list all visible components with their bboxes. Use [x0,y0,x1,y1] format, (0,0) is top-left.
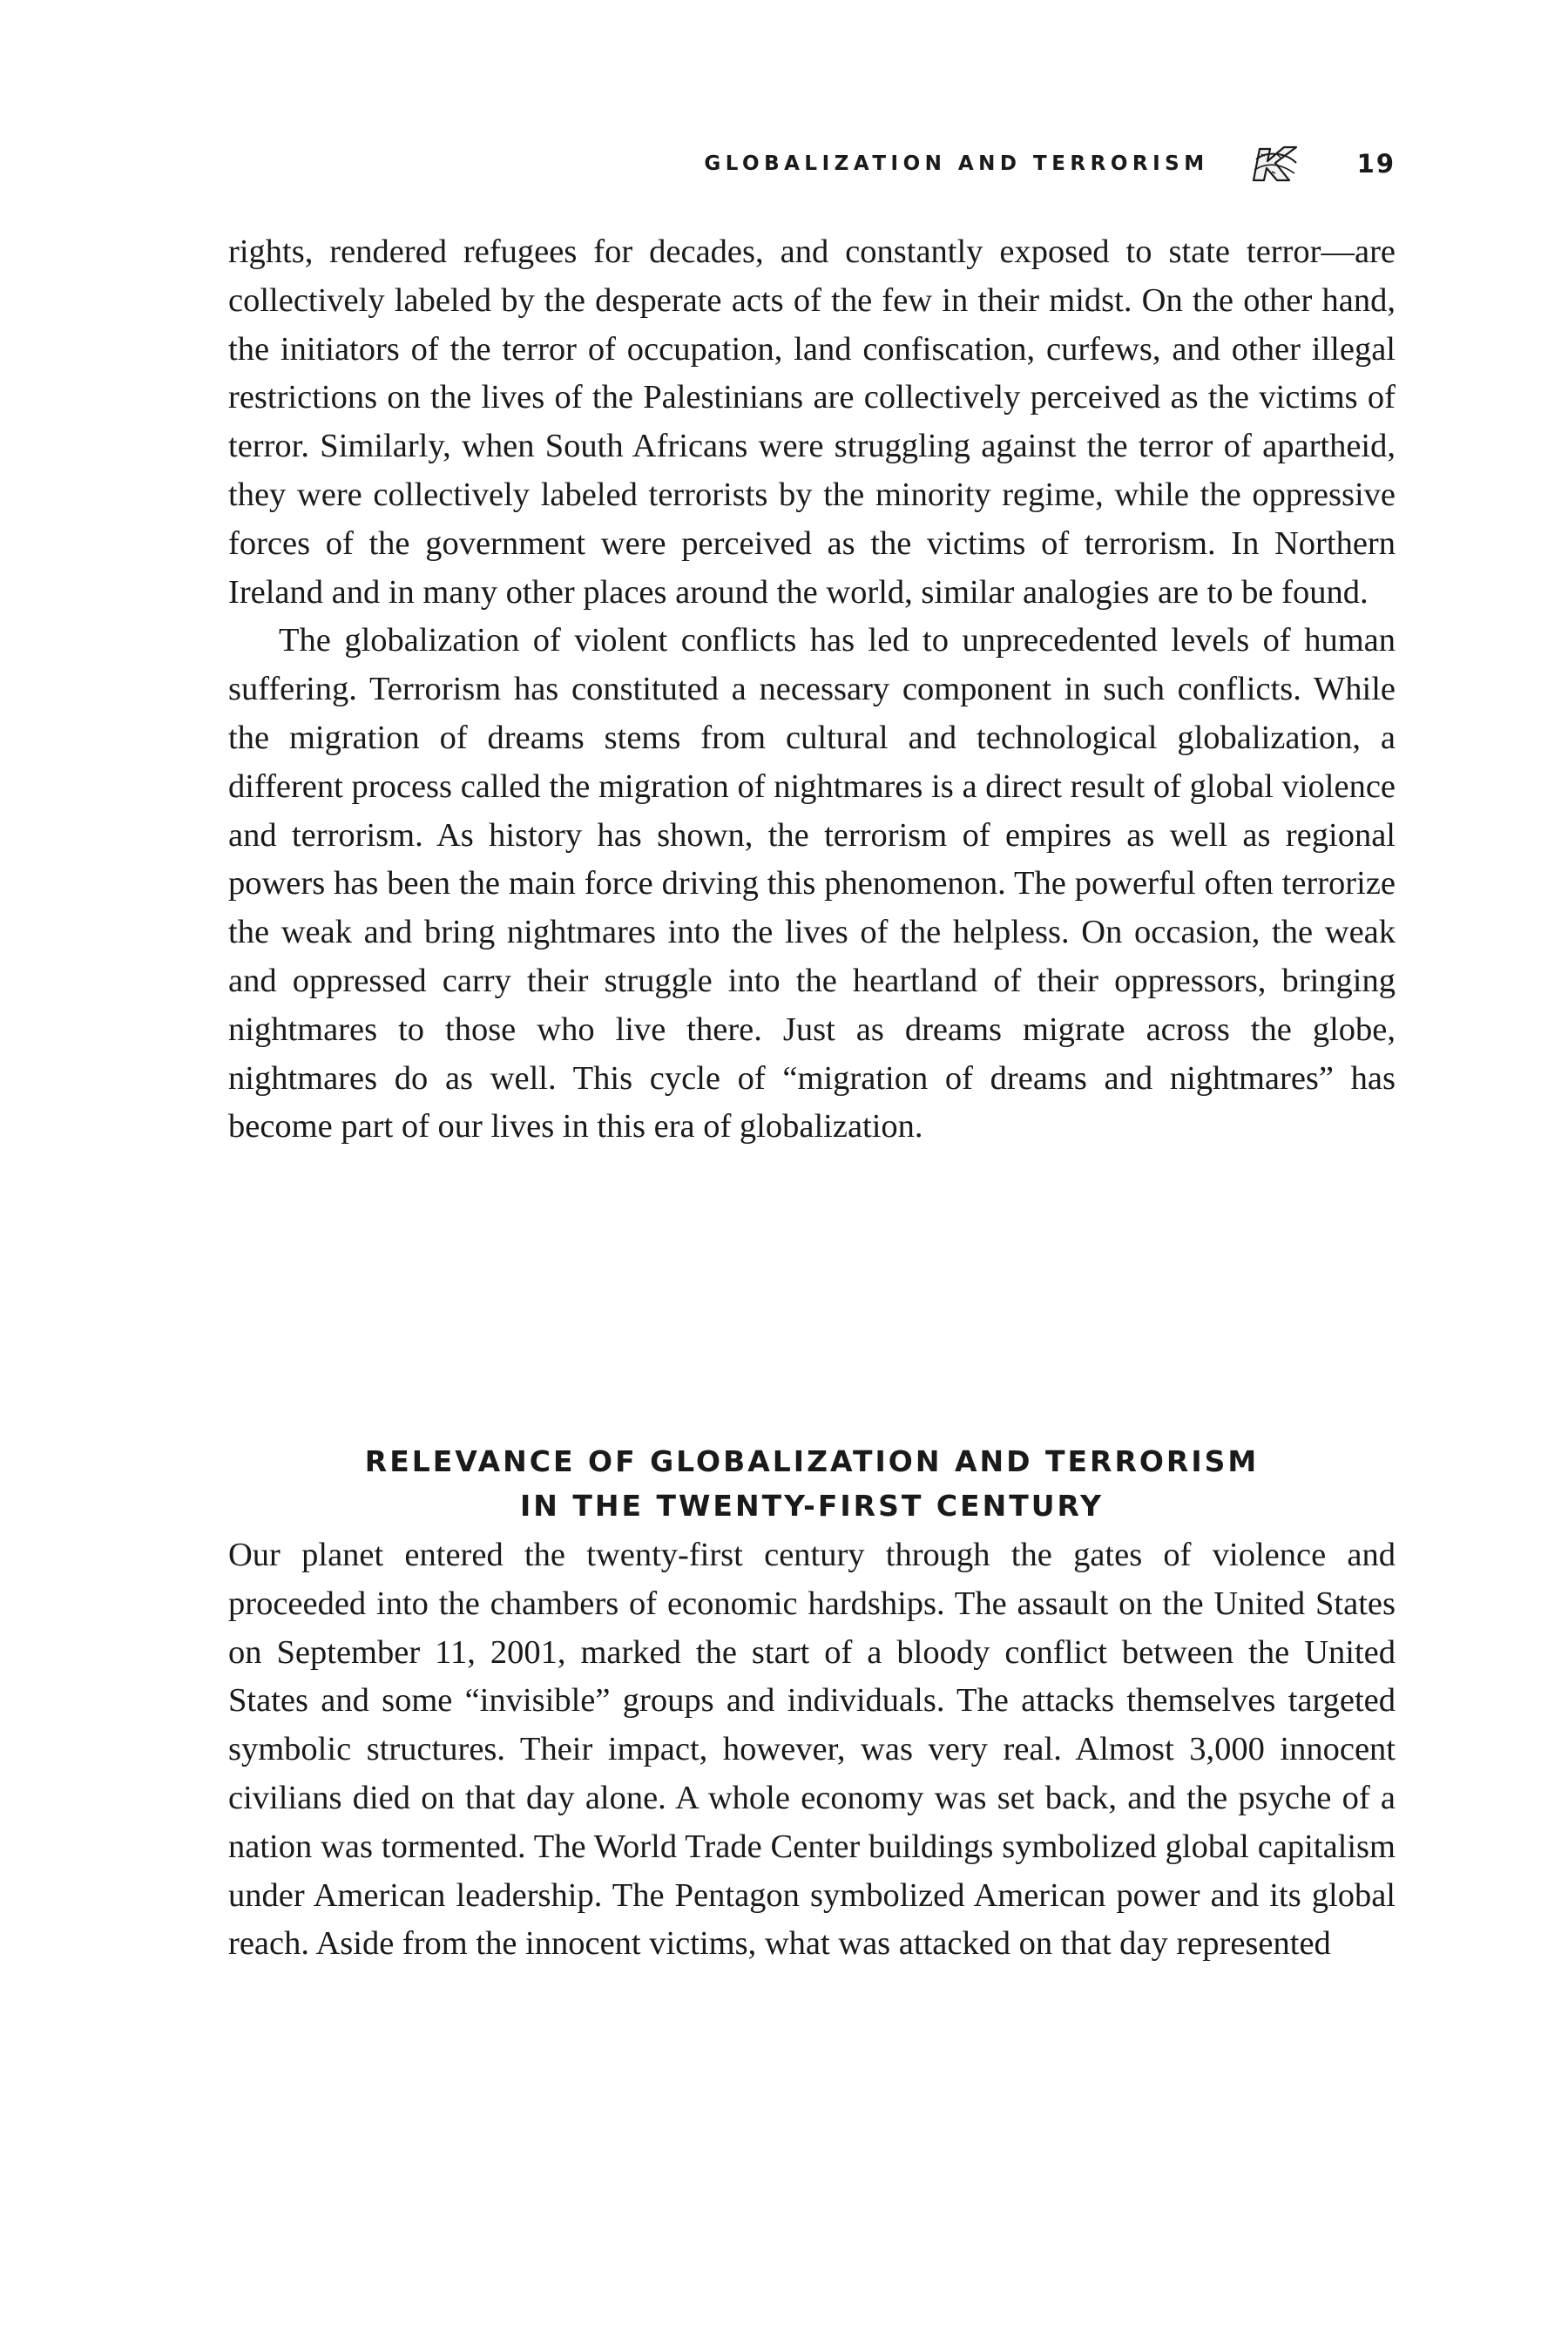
body-text-before-heading [228,228,1396,1152]
page-number: 19 [1356,149,1396,179]
stylized-k-ornament-icon [1251,142,1300,186]
paragraph-continued: rights, rendered refugees for decades, and constantly exposed to state terror—are collectively labeled by the desperate acts of the few in their midst. On the other hand, the initiators of the terror of occupation, land confiscation, curfews, and other illegal restrictions on the lives of the Palestinians are collectively perceived as the victims of terror. Similarly, when South Africans were struggling against the terror of apartheid, they were collectively labeled terrorists by the minority regime, while the oppressive forces of the government were perceived as the victims of terrorism. In Northern Ireland and in many other places around the world, similar analogies are to be found. [228,233,1396,611]
paragraph-globalization-of-conflicts: The globalization of violent conflicts has led to unprecedented levels of human suffering. Terrorism has constituted a necessary component in such conflicts. While the migration of dreams stems from cultural and technological globalization, a different process called the migration of nightmares is a direct result of global violence and terrorism. As history has shown, the terrorism of empires as well as regional powers has been the main force driving this phenomenon. The powerful often terrorize the weak and bring nightmares into the lives of the helpless. On occasion, the weak and oppressed carry their struggle into the heartland of their oppressors, bringing nightmares to those who live there. Just as dreams migrate across the globe, nightmares do as well. This cycle of “migration of dreams and nightmares” has become part of our lives in this era of globalization. [228,622,1396,1146]
body-text-after-heading [228,1531,1396,1969]
section-heading-line-1: RELEVANCE OF GLOBALIZATION AND TERRORISM [364,1444,1260,1479]
running-head-title: GLOBALIZATION AND TERRORISM [704,152,1209,175]
paragraph-twenty-first-century: Our planet entered the twenty-first century through the gates of violence and proceeded into the chambers of economic hardships. The assault on the United States on September 11, 2001, marked the start of a bloody conflict between the United States and some “invisible” groups and individuals. The attacks themselves targeted symbolic structures. Their impact, however, was very real. Almost 3,000 innocent civilians died on that day alone. A whole economy was set back, and the psyche of a nation was tormented. The World Trade Center buildings symbolized global capitalism under American leadership. The Pentagon symbolized American power and its global reach. Aside from the innocent victims, what was attacked on that day represented [228,1537,1396,1963]
section-heading-line-2: IN THE TWENTY-FIRST CENTURY [519,1489,1105,1524]
section-heading [228,1439,1396,1528]
running-head [228,138,1396,190]
